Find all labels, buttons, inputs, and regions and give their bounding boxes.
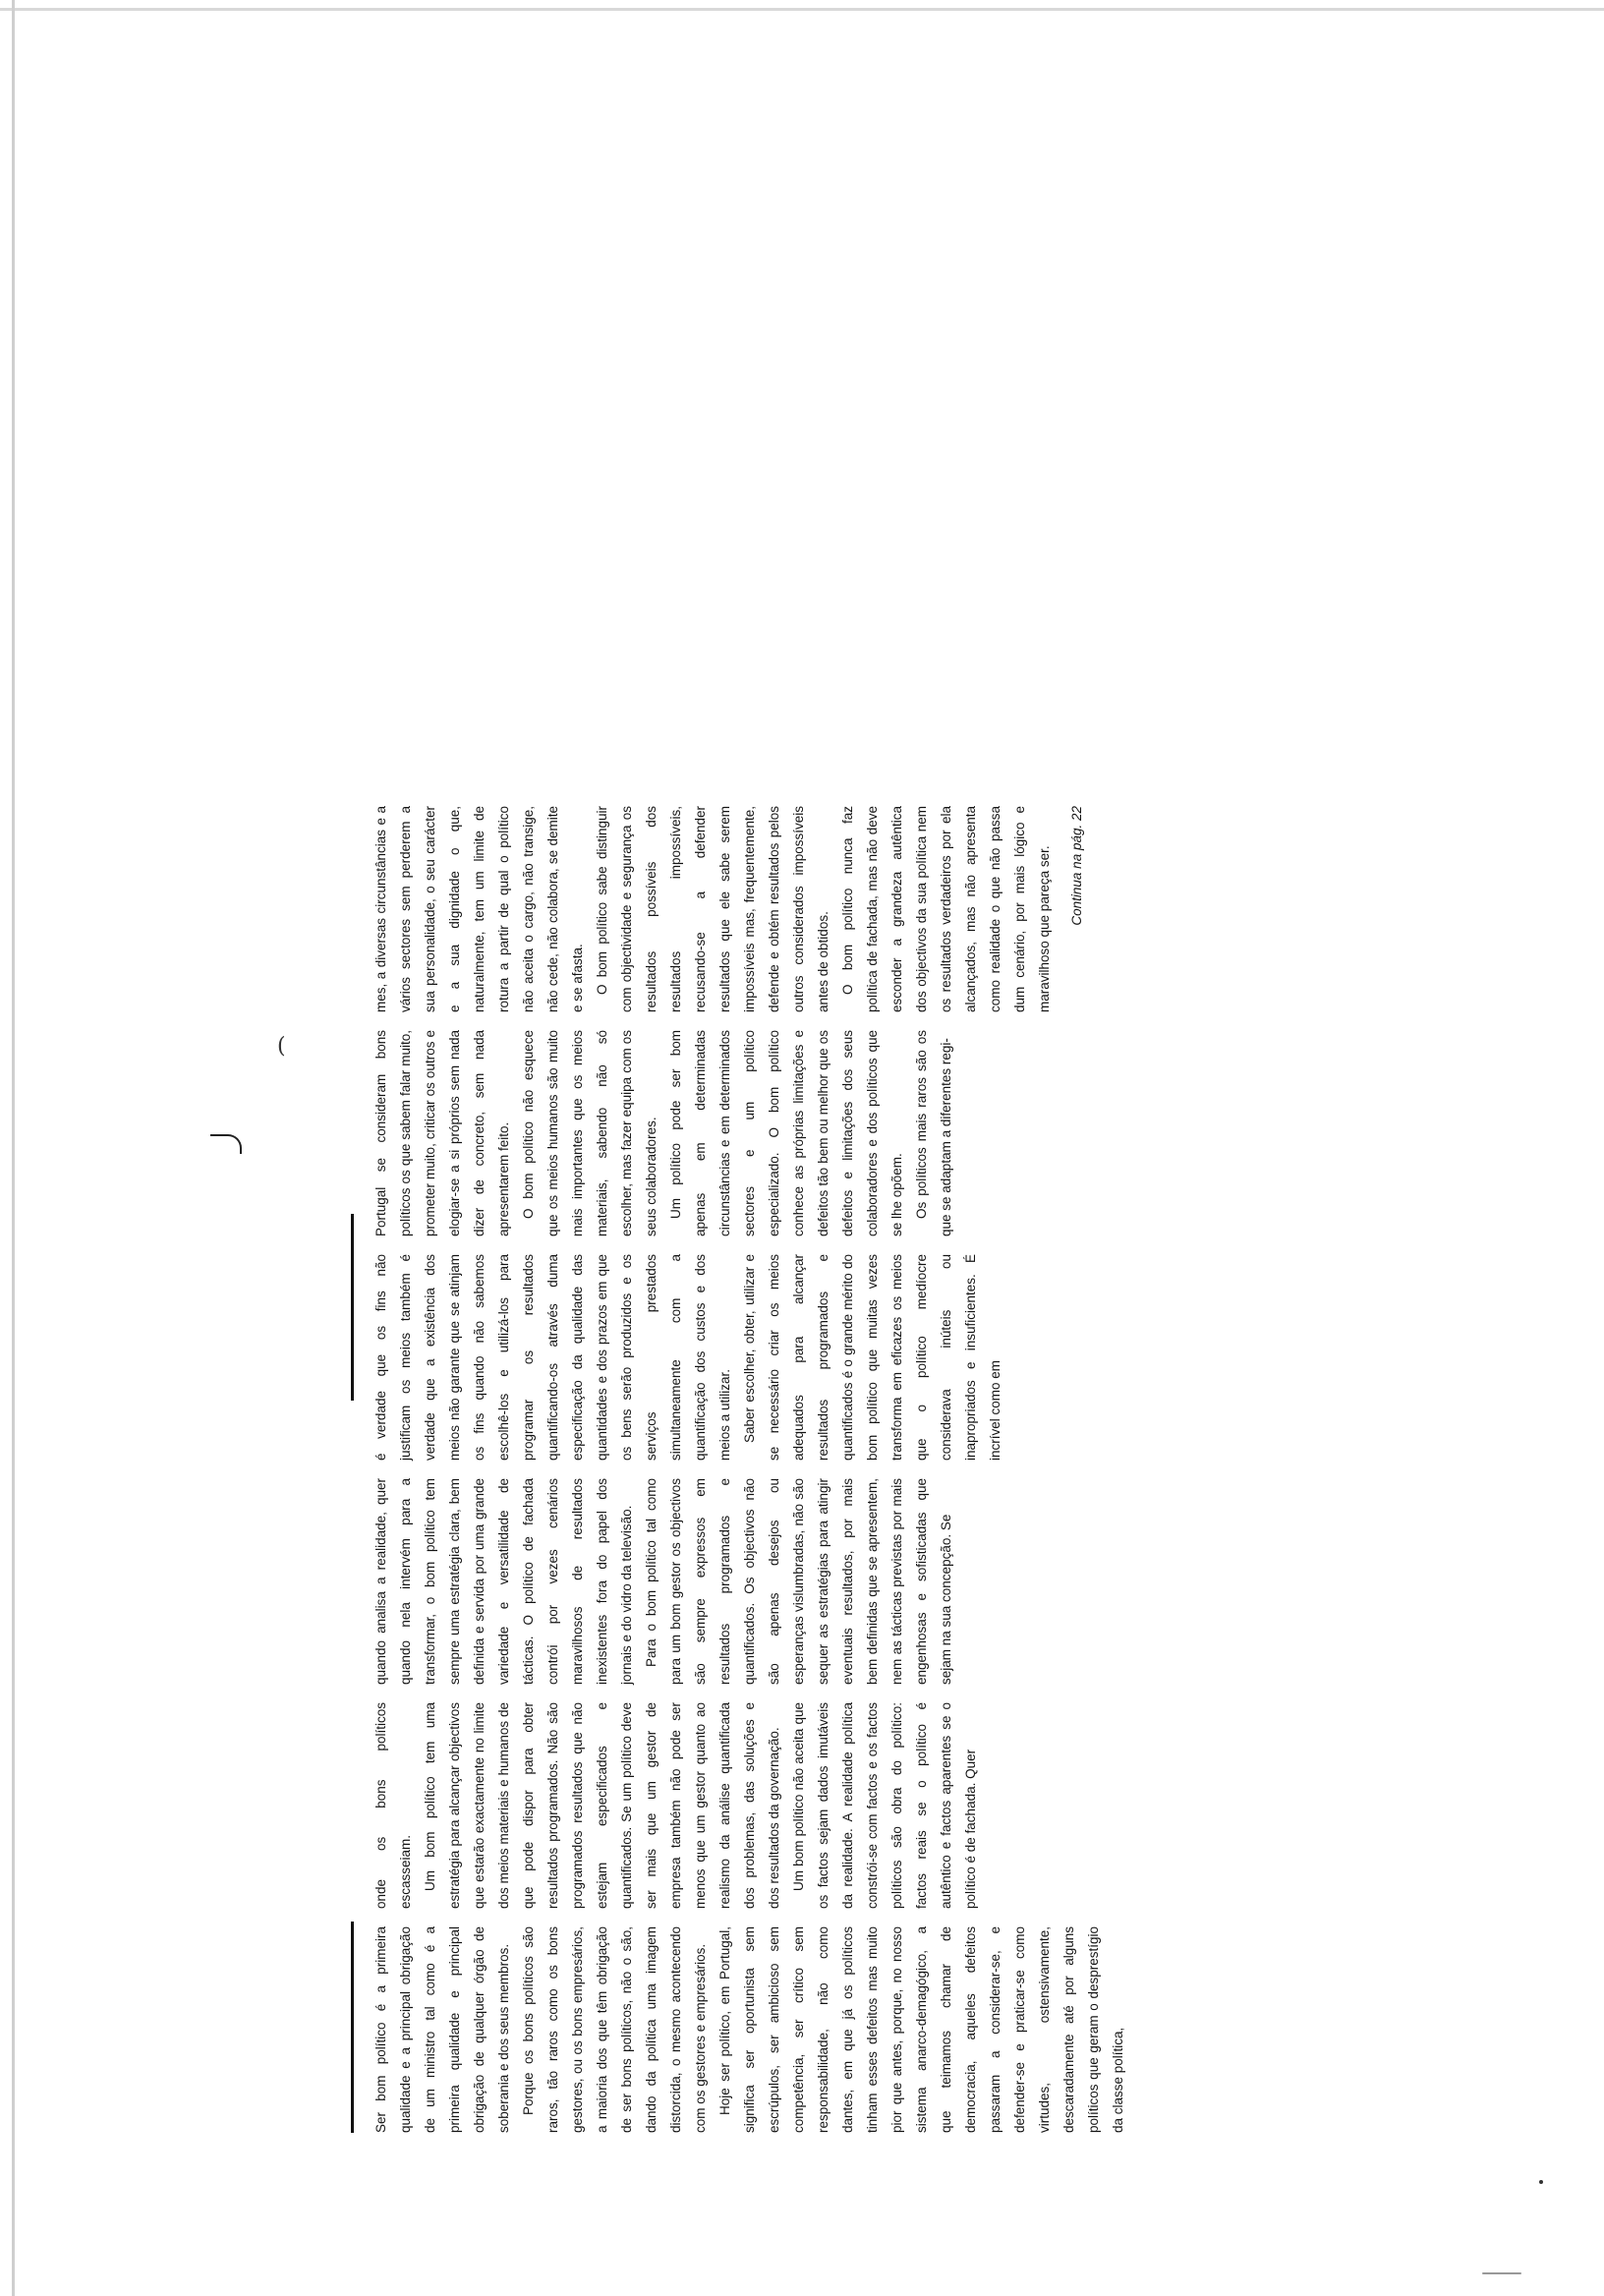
continuation-note: Continua na pág. 22	[1069, 806, 1084, 926]
article-column-5	[369, 1030, 958, 1236]
stray-mark: (	[277, 1034, 286, 1059]
paragraph: mes, a diversas circunstâncias e a vários sectores sem perderem a sua personalidade, o seu carácter e a sua dignidade o que, naturalmente, tem um limite de rotura a partir de qual o político não aceita o cargo, não transige, não cede, não colabora, se demite e se afasta.	[373, 806, 585, 1012]
scan-edge-left	[12, 0, 15, 2296]
scan-edge-top	[0, 8, 1604, 11]
paragraph: Um político pode ser bom apenas em determinadas circunstâncias e em determinados sectores e um político especializado. O bom político conhece as próprias limitações e defeitos tão bem ou melhor que os defeitos e limitações dos seus colaboradores e dos políticos que se lhe opõem.	[668, 1030, 904, 1236]
column-rule	[351, 1214, 354, 1401]
paragraph: Ser bom político é a primeira qualidade e a principal obrigação de um ministro tal como é a primeira qualidade e principal obrigação de qualquer órgão de soberania e dos seus membros.	[373, 1926, 511, 2133]
column-rule	[351, 1922, 354, 2133]
paragraph: O bom político sabe distinguir com objectividade e segurança os resultados possíveis dos resultados impossíveis, recusando-se a defender resultados que ele sabe serem impossíveis mas, frequentemente, defende e obtém resultados pelos outros considerados impossíveis antes de obtidos.	[595, 806, 831, 1012]
paragraph: Um bom político tem uma estratégia para alcançar objectivos que estarão exactamente no limite dos meios materiais e humanos de que pode dispor para obter resultados programados. Não são programados resultados que não estejam especificados e quantificados. Se um político deve ser mais que um gestor de empresa também não pode ser menos que um gestor quanto ao realismo da análise quantificada dos problemas, das soluções e dos resultados da governação.	[423, 1702, 781, 1909]
paragraph: Porque os bons políticos são raros, tão raros como os bons gestores, ou os bons empresários, a maioria dos que têm obrigação de ser bons políticos, não o são, dando da política uma imagem distorcida, o mesmo acontecendo com os gestores e empresários.	[521, 1926, 708, 2133]
paragraph: Para o bom político tal como para um bom gestor os objectivos são sempre expressos em resultados programados e quantificados. Os objectivos não são apenas desejos ou esperanças vislumbradas, não são sequer as estratégias para atingir eventuais resultados, por mais bem definidas que se apresentem, nem as tácticas previstas por mais engenhosas e sofisticadas que sejam na sua concepção. Se	[644, 1478, 953, 1685]
paragraph: é verdade que os fins não justificam os meios também é verdade que a existência dos meios não garante que se atinjam os fins quando não sabemos escolhê-los e utilizá-los para programar os resultados quantificando-os através duma especificação da qualidade das quantidades e dos prazos em que os bens serão produzidos e os serviços prestados simultaneamente com a quantificação dos custos e dos meios a utilizar.	[373, 1254, 732, 1461]
paragraph: Saber escolher, obter, utilizar e se necessário criar os meios adequados para alcançar resultados programados e quantificados é o grande mérito do bom político que muitas vezes transforma em eficazes os meios que o político medíocre considerava inúteis ou inapropriados e insuficientes. É incrível como em	[742, 1254, 1002, 1461]
paragraph: quando analisa a realidade, quer quando nela intervém para a transformar, o bom político tem sempre uma estratégia clara, bem definida e servida por uma grande variedade e versatilidade de tácticas. O político de fachada contrói por vezes cenários maravilhosos de resultados inexistentes fora do papel dos jornais e do vidro da televisão.	[373, 1478, 634, 1685]
paragraph: Hoje ser político, em Portugal, significa ser oportunista sem escrúpulos, ser ambicioso sem competência, ser crítico sem responsabilidade, não como dantes, em que já os políticos tinham esses defeitos mas muito pior que antes, porque, no nosso sistema anarco-demagógico, a que teimamos chamar de democracia, aqueles defeitos passaram a considerar-se, e defender-se e praticar-se como virtudes, ostensivamente, descaradamente até por alguns políticos que geram o desprestígio da classe política,	[717, 1926, 1125, 2133]
article-column-2	[369, 1702, 983, 1909]
rotated-article	[369, 108, 1194, 2133]
article-column-4	[369, 1254, 1007, 1461]
paragraph: onde os bons políticos escasseiam.	[373, 1702, 413, 1909]
paragraph: Um bom político não aceita que os factos sejam dados imutáveis da realidade. A realidade política constrói-se com factos e os factos políticos são obra do político: factos reais se o político é autêntico e factos aparentes se o político é de fachada. Quer	[791, 1702, 978, 1909]
article-column-6	[369, 806, 1089, 1012]
paragraph: O bom político nunca faz política de fachada, mas não deve esconder a grandeza autêntica dos objectivos da sua política nem os resultados verdadeiros por ela alcançados, mas não apresenta como realidade o que não passa dum cenário, por mais lógico e maravilhoso que pareça ser.	[840, 806, 1052, 1012]
article-column-3	[369, 1478, 958, 1685]
scan-speck	[1539, 2180, 1543, 2184]
paragraph: Portugal se consideram bons políticos os que sabem falar muito, prometer muito, criticar os outros e elogiar-se a si próprios sem nada dizer de concreto, sem nada apresentarem feito.	[373, 1030, 511, 1236]
paragraph: O bom político não esquece que os meios humanos são muito mais importantes que os meios materiais, sabendo não só escolher, mas fazer equipa com os seus colaboradores.	[521, 1030, 659, 1236]
paragraph: Os políticos mais raros são os que se adaptam a diferentes regi-	[914, 1030, 953, 1236]
stray-mark	[210, 1134, 242, 1154]
scan-speck	[1482, 2272, 1521, 2274]
article-column-1	[369, 1926, 1130, 2133]
